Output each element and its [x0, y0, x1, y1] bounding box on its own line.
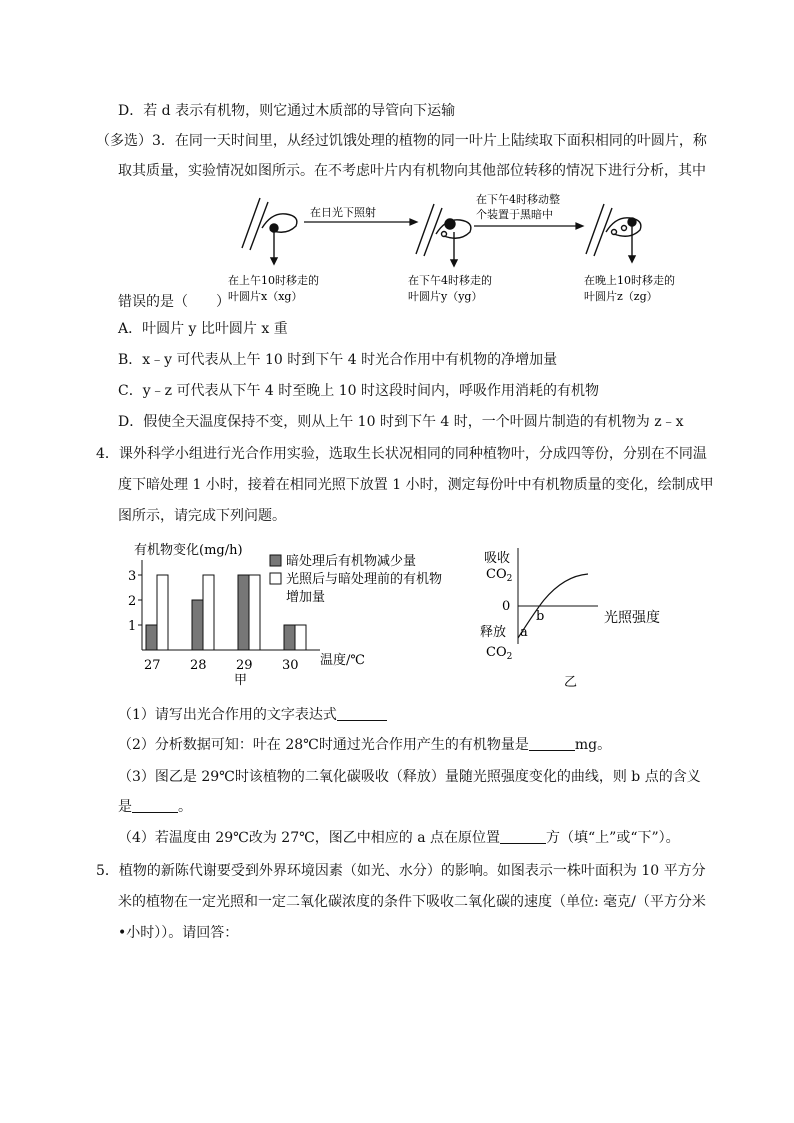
yi-xlabel: 光照强度	[604, 610, 660, 626]
legend-label-light: 光照后与暗处理前的有机物	[286, 572, 443, 587]
yi-point-a: a	[520, 625, 528, 640]
q3-stem-line-3: 错误的是（ ）	[118, 294, 230, 310]
jia-bar-light-28	[203, 575, 214, 650]
leaf-1-label-line-1: 在上午10时移走的	[228, 274, 319, 287]
yi-y-bottom-sub: 2	[506, 652, 513, 662]
jia-ylabel: 有机物变化(mg/h)	[134, 543, 243, 558]
q3-stem-line-1: （多选）3．在同一天时间里，从经过饥饿处理的植物的同一叶片上陆续取下面积相同的叶圆片，称	[96, 133, 707, 149]
jia-xlabel: 温度/℃	[320, 653, 365, 668]
arrow-1	[304, 219, 417, 225]
answer-blank-3[interactable]	[132, 798, 178, 813]
arrow-1-label: 在日光下照射	[310, 206, 376, 219]
q4-stem-line-3: 图所示，请完成下列问题。	[118, 508, 286, 524]
bar-chart-jia	[110, 538, 480, 690]
jia-y-tick-label: 1	[128, 619, 137, 634]
legend-label-dark: 暗处理后有机物减少量	[286, 554, 417, 569]
yi-y-top-sub: 2	[506, 574, 513, 584]
q3-option-a: A．叶圆片 y 比叶圆片 x 重	[118, 321, 288, 337]
q4-sub-2-text: （2）分析数据可知：叶在 28℃时通过光合作用产生的有机物量是	[118, 737, 529, 753]
jia-title: 甲	[234, 673, 248, 688]
q3-option-d: D．假使全天温度保持不变，则从上午 10 时到下午 4 时，一个叶圆片制造的有机物为 z﹣x	[118, 414, 684, 430]
q4-sub-1-text: （1）请写出光合作用的文字表达式	[118, 707, 337, 723]
q4-sub-3-suffix: 。	[178, 799, 192, 815]
arrow-2	[474, 223, 583, 229]
yi-title: 乙	[564, 675, 578, 690]
q4-stem-line-1: 4．课外科学小组进行光合作用实验，选取生长状况相同的同种植物叶，分成四等份，分别在不同温	[96, 446, 707, 462]
jia-x-tick-label: 29	[236, 658, 253, 673]
q3-stem-line-2: 取其质量，实验情况如图所示。在不考虑叶片内有机物向其他部位转移的情况下进行分析，其中	[118, 163, 706, 179]
jia-bar-dark-29	[238, 575, 249, 650]
yi-y-bottom-co: CO	[486, 645, 507, 660]
q4-sub-3-line-2	[118, 797, 192, 817]
leaf-2-label-line-2: 叶圆片y（yg）	[408, 290, 483, 303]
q4-sub-3-prefix: 是	[118, 799, 132, 815]
yi-y-top-co: CO	[486, 567, 507, 582]
jia-bar-dark-27	[146, 625, 157, 650]
q5-stem-line-3: •小时））。请回答：	[118, 925, 239, 941]
yi-point-b: b	[536, 609, 545, 624]
q4-sub-2	[118, 735, 611, 755]
yi-y-bottom-line-2	[486, 645, 512, 662]
q3-option-b: B．x﹣y 可代表从上午 10 时到下午 4 时光合作用中有机物的净增加量	[118, 352, 558, 368]
arrow-2-label-line-2: 个装置于黑暗中	[476, 208, 553, 221]
yi-y-bottom-line-1: 释放	[480, 625, 507, 640]
legend-swatch-light	[270, 573, 281, 584]
legend-label-light-line-2: 增加量	[286, 590, 326, 605]
jia-y-tick-label: 3	[128, 569, 137, 584]
jia-y-tick-label: 2	[128, 594, 137, 609]
jia-bar-dark-28	[192, 600, 203, 650]
q4-stem-line-2: 度下暗处理 1 小时，接着在相同光照下放置 1 小时，测定每份叶中有机物质量的变化，绘制成甲	[118, 477, 714, 493]
jia-bar-light-30	[295, 625, 306, 650]
legend-swatch-dark	[270, 555, 281, 566]
jia-bar-light-27	[157, 575, 168, 650]
line-chart-yi	[470, 540, 680, 690]
q5-stem-line-2: 米的植物在一定光照和一定二氧化碳浓度的条件下吸收二氧化碳的速度（单位: 毫克/（平方分米	[118, 894, 706, 910]
yi-y-top-line-2	[486, 567, 512, 584]
arrow-2-label-line-1: 在下午4时移动整	[476, 193, 560, 206]
jia-x-tick-label: 30	[282, 658, 299, 673]
q5-stem-line-1: 5．植物的新陈代谢要受到外界环境因素（如光、水分）的影响。如图表示一株叶面积为 10 平方分	[96, 863, 706, 879]
q4-sub-4-text: （4）若温度由 29℃改为 27℃，图乙中相应的 a 点在原位置	[118, 830, 501, 846]
q2-option-d: D．若 d 表示有机物，则它通过木质部的导管向下运输	[118, 103, 456, 119]
yi-y-top-line-1: 吸收	[484, 551, 511, 566]
stem-3	[586, 204, 641, 262]
q4-sub-4-suffix: 方（填“上”或“下”）。	[546, 830, 680, 846]
q4-sub-1	[118, 705, 387, 725]
stem-1	[242, 198, 297, 264]
q4-sub-4	[118, 828, 680, 848]
q3-option-c: C．y﹣z 可代表从下午 4 时至晚上 10 时这段时间内，呼吸作用消耗的有机物	[118, 383, 599, 399]
leaf-experiment-figure	[220, 188, 720, 306]
q4-sub-2-unit: mg。	[574, 737, 612, 753]
leaf-1-label-line-2: 叶圆片x（xg）	[228, 290, 303, 303]
leaf-3-label-line-2: 叶圆片z（zg）	[584, 290, 658, 303]
answer-blank-2[interactable]	[529, 736, 575, 751]
leaf-3-label-line-1: 在晚上10时移走的	[584, 274, 675, 287]
jia-x-tick-label: 27	[144, 658, 161, 673]
yi-origin: 0	[502, 599, 511, 614]
jia-x-tick-label: 28	[190, 658, 207, 673]
answer-blank-1[interactable]	[337, 706, 387, 721]
jia-bar-dark-30	[284, 625, 295, 650]
stem-2	[416, 204, 471, 266]
q4-sub-3-line-1: （3）图乙是 29℃时该植物的二氧化碳吸收（释放）量随光照强度变化的曲线，则 b 点的含义	[118, 769, 701, 785]
leaf-2-label-line-1: 在下午4时移走的	[408, 274, 492, 287]
answer-blank-4[interactable]	[500, 829, 546, 844]
jia-bar-light-29	[249, 575, 260, 650]
